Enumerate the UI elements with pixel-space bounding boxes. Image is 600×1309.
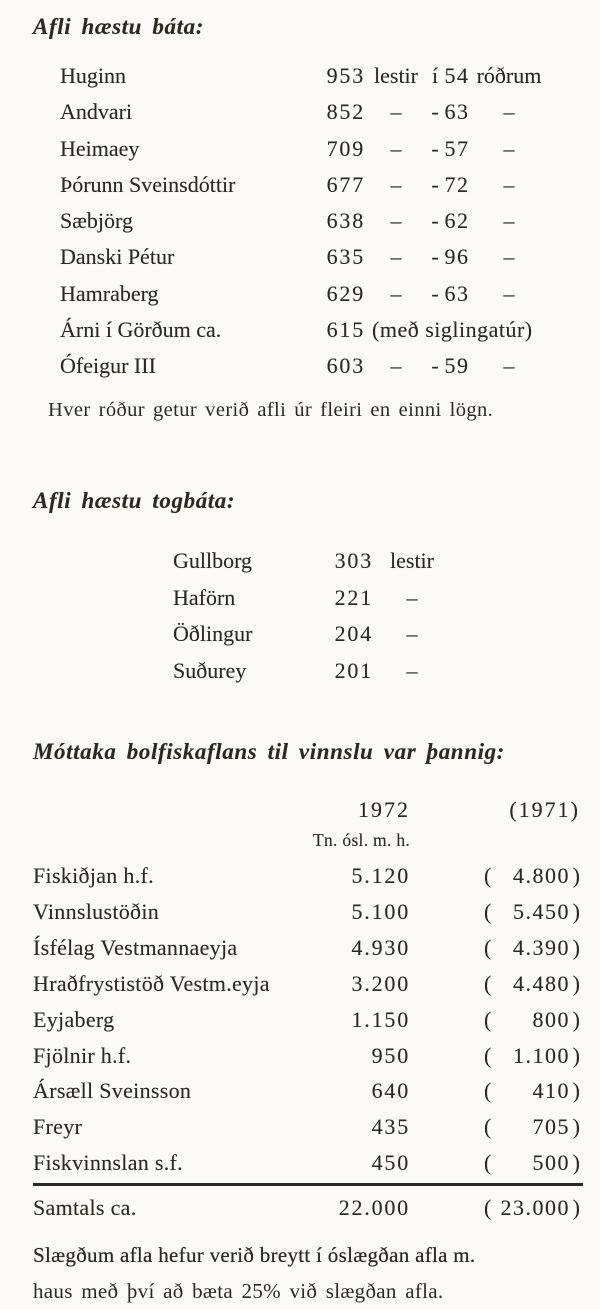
value-1971 <box>484 858 580 894</box>
plant-name: Fiskiðjan h.f. <box>33 858 313 894</box>
year-column-1972: 1972 <box>313 797 410 823</box>
boat-name: Danski Pétur <box>60 239 315 275</box>
ditto-dash: – <box>365 276 427 312</box>
boat-trips: 59 <box>443 348 471 384</box>
ditto-dash: – <box>365 131 427 167</box>
table-row <box>60 239 547 275</box>
ditto-dash: – <box>373 653 451 690</box>
paren-open: ( <box>484 858 494 894</box>
trawler-name: Suðurey <box>173 653 328 690</box>
boat-name: Huginn <box>60 58 315 94</box>
value-1971-number: 4.390 <box>494 930 570 966</box>
table-row <box>33 930 580 966</box>
boat-tons: 709 <box>315 131 365 167</box>
value-1971 <box>484 1002 580 1038</box>
boat-trips: 72 <box>443 167 471 203</box>
table-row <box>173 543 451 580</box>
value-1972: 5.100 <box>313 894 410 930</box>
boat-name: Þórunn Sveinsdóttir <box>60 167 315 203</box>
ditto-hyphen: - <box>427 276 443 312</box>
value-1971-number: 5.450 <box>494 894 570 930</box>
unit-label: Tn. ósl. m. h. <box>313 829 410 851</box>
value-1972: 450 <box>313 1145 410 1181</box>
trawler-name: Haförn <box>173 580 328 617</box>
boat-trips: 62 <box>443 203 471 239</box>
conversion-note <box>33 1238 580 1309</box>
word-i: í <box>427 58 443 94</box>
table-row <box>33 1002 580 1038</box>
value-1971-number: 705 <box>494 1109 570 1145</box>
table-row <box>60 348 547 384</box>
boat-tons: 629 <box>315 276 365 312</box>
value-1971-number: 4.800 <box>494 858 570 894</box>
value-1972: 1.150 <box>313 1002 410 1038</box>
paren-open: ( <box>484 1109 494 1145</box>
ditto-dash: – <box>365 239 427 275</box>
boat-tons: 635 <box>315 239 365 275</box>
paren-open: ( <box>484 1073 494 1109</box>
unit-lestir: lestir <box>365 58 427 94</box>
table-row <box>33 858 580 894</box>
paren-open: ( <box>484 894 494 930</box>
ditto-dash: – <box>373 616 451 653</box>
total-value-1971 <box>484 1192 580 1224</box>
boat-name: Hamraberg <box>60 276 315 312</box>
value-1972: 435 <box>313 1109 410 1145</box>
ditto-dash: – <box>471 94 547 130</box>
value-1972: 4.930 <box>313 930 410 966</box>
value-1972: 950 <box>313 1038 410 1074</box>
section-heading-boats: Afli hæstu báta: <box>33 14 204 40</box>
table-row <box>60 131 547 167</box>
processing-table-unit-row <box>33 829 580 851</box>
paren-open: ( <box>484 1192 494 1224</box>
trawler-tons: 303 <box>328 543 373 580</box>
conversion-note-line2: haus með því að bæta 25% við slægðan afla. <box>33 1274 580 1309</box>
table-row <box>60 312 547 348</box>
section-heading-processing: Móttaka bolfiskaflans til vinnslu var þannig: <box>33 739 505 765</box>
boat-name: Andvari <box>60 94 315 130</box>
boat-tons: 953 <box>315 58 365 94</box>
ditto-dash: – <box>471 167 547 203</box>
paren-close: ) <box>570 1192 580 1224</box>
processing-table <box>33 858 580 1181</box>
section-heading-trawlers: Afli hæstu togbáta: <box>33 488 235 514</box>
value-1971-number: 800 <box>494 1002 570 1038</box>
table-row <box>173 653 451 690</box>
table-row <box>173 580 451 617</box>
ditto-dash: – <box>471 239 547 275</box>
ditto-dash: – <box>365 203 427 239</box>
boat-name: Sæbjörg <box>60 203 315 239</box>
ditto-dash: – <box>365 348 427 384</box>
boats-footnote: Hver róður getur verið afli úr fleiri en einni lögn. <box>48 396 493 424</box>
boat-trips: 63 <box>443 276 471 312</box>
total-value-1972: 22.000 <box>313 1192 410 1224</box>
boat-trips: 54 <box>443 58 471 94</box>
unit-rodrum: róðrum <box>471 58 547 94</box>
boat-name: Heimaey <box>60 131 315 167</box>
value-1971 <box>484 1038 580 1074</box>
ditto-hyphen: - <box>427 167 443 203</box>
paren-open: ( <box>484 966 494 1002</box>
table-row <box>60 276 547 312</box>
ditto-hyphen: - <box>427 94 443 130</box>
paren-open: ( <box>484 930 494 966</box>
paren-close: ) <box>570 930 580 966</box>
value-1971 <box>484 1145 580 1181</box>
boats-catch-table <box>60 58 547 385</box>
boat-tons: 603 <box>315 348 365 384</box>
value-1972: 3.200 <box>313 966 410 1002</box>
paren-close: ) <box>570 894 580 930</box>
value-1971 <box>484 894 580 930</box>
processing-total-row <box>33 1192 580 1224</box>
plant-name: Hraðfrystistöð Vestm.eyja <box>33 966 313 1002</box>
trawler-tons: 221 <box>328 580 373 617</box>
value-1972: 5.120 <box>313 858 410 894</box>
boat-tons: 615 <box>315 312 365 348</box>
table-row <box>33 1073 580 1109</box>
table-row <box>33 966 580 1002</box>
trawlers-catch-table <box>173 543 451 690</box>
sailing-trip-note: (með siglingatúr) <box>365 312 547 348</box>
trawler-name: Gullborg <box>173 543 328 580</box>
unit-lestir: lestir <box>373 543 451 580</box>
paren-close: ) <box>570 1109 580 1145</box>
table-row <box>33 1038 580 1074</box>
value-1971-number: 500 <box>494 1145 570 1181</box>
conversion-note-line1: Slægðum afla hefur verið breytt í óslægðan afla m. <box>33 1238 580 1274</box>
table-row <box>60 167 547 203</box>
boat-tons: 852 <box>315 94 365 130</box>
table-row <box>33 1109 580 1145</box>
paren-close: ) <box>570 1038 580 1074</box>
total-value-1971-number: 23.000 <box>494 1192 570 1224</box>
table-row <box>33 1145 580 1181</box>
processing-table-header <box>33 797 580 823</box>
plant-name: Ársæll Sveinsson <box>33 1073 313 1109</box>
ditto-dash: – <box>471 131 547 167</box>
boat-tons: 677 <box>315 167 365 203</box>
ditto-dash: – <box>471 348 547 384</box>
plant-name: Fiskvinnslan s.f. <box>33 1145 313 1181</box>
plant-name: Freyr <box>33 1109 313 1145</box>
boat-name: Árni í Görðum ca. <box>60 312 315 348</box>
ditto-dash: – <box>471 276 547 312</box>
total-label: Samtals ca. <box>33 1192 313 1224</box>
paren-open: ( <box>484 1145 494 1181</box>
table-row <box>60 203 547 239</box>
boat-tons: 638 <box>315 203 365 239</box>
value-1971-number: 1.100 <box>494 1038 570 1074</box>
ditto-hyphen: - <box>427 348 443 384</box>
paren-close: ) <box>570 858 580 894</box>
plant-name: Vinnslustöðin <box>33 894 313 930</box>
table-row <box>33 894 580 930</box>
table-row <box>60 58 547 94</box>
table-row <box>33 1192 580 1224</box>
ditto-dash: – <box>373 580 451 617</box>
trawler-name: Öðlingur <box>173 616 328 653</box>
table-row <box>60 94 547 130</box>
value-1971 <box>484 1109 580 1145</box>
ditto-hyphen: - <box>427 131 443 167</box>
ditto-dash: – <box>471 203 547 239</box>
ditto-dash: – <box>365 94 427 130</box>
boat-trips: 57 <box>443 131 471 167</box>
paren-close: ) <box>570 1073 580 1109</box>
paren-open: ( <box>484 1038 494 1074</box>
plant-name: Eyjaberg <box>33 1002 313 1038</box>
ditto-hyphen: - <box>427 203 443 239</box>
paren-open: ( <box>484 1002 494 1038</box>
empty-cell <box>33 797 313 823</box>
trawler-tons: 204 <box>328 616 373 653</box>
boat-trips: 63 <box>443 94 471 130</box>
value-1971 <box>484 966 580 1002</box>
paren-close: ) <box>570 966 580 1002</box>
trawler-tons: 201 <box>328 653 373 690</box>
year-column-1971: (1971) <box>410 797 580 823</box>
boat-trips: 96 <box>443 239 471 275</box>
ditto-dash: – <box>365 167 427 203</box>
value-1971-number: 4.480 <box>494 966 570 1002</box>
value-1972: 640 <box>313 1073 410 1109</box>
plant-name: Fjölnir h.f. <box>33 1038 313 1074</box>
paren-close: ) <box>570 1145 580 1181</box>
ditto-hyphen: - <box>427 239 443 275</box>
table-row <box>173 616 451 653</box>
plant-name: Ísfélag Vestmannaeyja <box>33 930 313 966</box>
value-1971 <box>484 930 580 966</box>
paren-close: ) <box>570 1002 580 1038</box>
value-1971-number: 410 <box>494 1073 570 1109</box>
boat-name: Ófeigur III <box>60 348 315 384</box>
total-separator-rule <box>33 1183 583 1186</box>
value-1971 <box>484 1073 580 1109</box>
